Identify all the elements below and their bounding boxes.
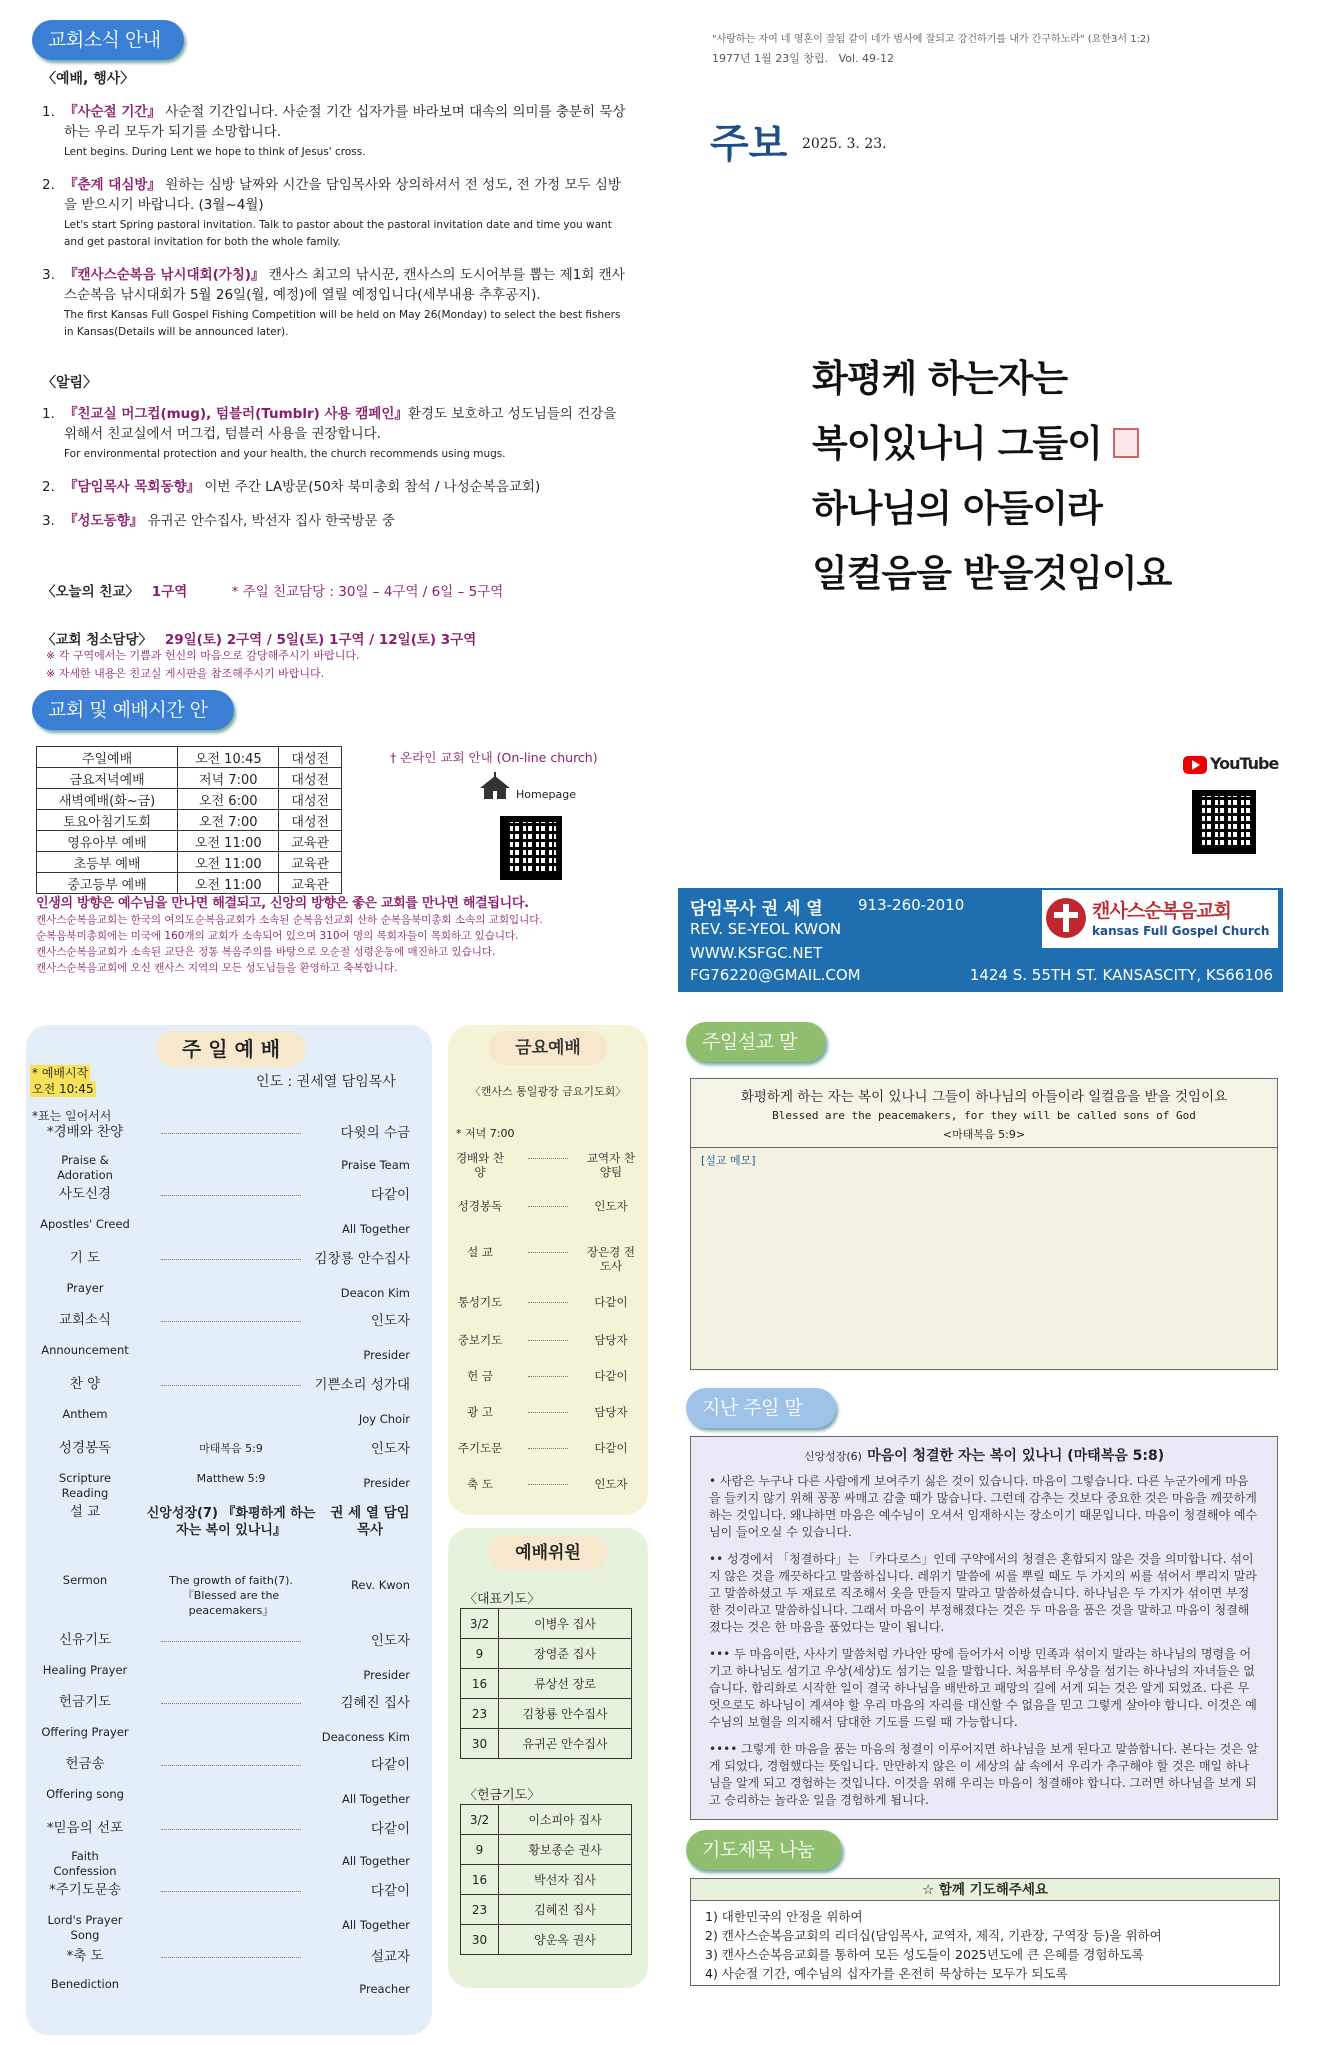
order-person: 기쁜소리 성가대 [314,1377,410,1393]
duty-row [461,1925,632,1955]
church-website[interactable]: WWW.KSFGC.NET [690,944,823,962]
order-person: 인도자 [370,1441,410,1457]
fellowship-value: 1구역 [151,584,188,600]
church-logo [1042,890,1278,948]
order-item: Offering Prayer [41,1725,129,1739]
cleaning-line [42,628,476,648]
dot-leader [528,1376,568,1377]
last-week-box [690,1436,1278,1820]
fellowship-line [42,580,503,600]
calligraphy-verse [812,346,1172,606]
duty-date: 3/2 [461,1609,499,1639]
service-name: 토요아침기도회 [37,810,178,831]
homepage-qr-code[interactable] [500,816,562,880]
friday-item: 경배와 찬양 [455,1151,505,1179]
friday-item: 헌 금 [467,1369,493,1383]
friday-person: 인도자 [594,1477,628,1491]
item-text: 환경도 보호하고 성도님들의 건강을 위해서 친교실에서 머그컵, 텀블러 사용을 권장합니다. [64,406,617,442]
friday-worship-panel [448,1025,648,1515]
order-person: Deacon Kim [340,1286,410,1300]
item-english: Let's start Spring pastoral invitation. Talk to pastor about the pastoral invitation date and time you want and get pastoral invitation for both the whole family. [64,219,612,248]
friday-item: 주기도문 [457,1441,503,1455]
order-person: All Together [342,1918,410,1932]
order-item: *경배와 찬양 [46,1124,124,1140]
order-person: All Together [342,1792,410,1806]
duty-row [461,1865,632,1895]
summary-paragraph: •• 성경에서 「청결하다」는 「카다로스」인데 구약에서의 청결은 혼합되지 않은 것을 의미합니다. 섞이지 않은 것을 깨끗하다고 말씀하십니다. 레위기 말씀에 씨를 뿌릴 때도 두 가지의 씨를 섞어서 뿌리지 말라고 말씀하셨고 두 재료로 직조해서 옷을 만들지 말라고 말씀하셨습니다. 하나님은 두 가지가 섞이면 부정한 것이라고 말씀하십니다. 그래서 마음이 부정해졌다는 것은 두 마음을 품은 것을 말하고 마음이 청결해졌다는 것은 한 마음을 품었다는 말이 됩니다. [709,1552,1257,1634]
dot-leader [528,1484,568,1485]
order-person: Presider [363,1476,410,1490]
cleaning-note-1: ※ 각 구역에서는 기쁨과 헌신의 마음으로 감당해주시기 바랍니다. [46,649,360,662]
sunday-worship-panel [26,1025,432,2035]
item-text: 이번 주간 LA방문(50차 북미총회 참석 / 나성순복음교회) [200,479,541,495]
church-address: 1424 S. 55TH ST. KANSASCITY, KS66106 [969,966,1273,984]
rep-prayer-table [460,1608,632,1759]
notice-item [42,511,632,531]
bulletin-date: 2025. 3. 23. [802,136,887,152]
youtube-label: YouTube [1210,754,1279,773]
dot-leader [161,1765,301,1766]
duty-date: 9 [461,1639,499,1669]
order-item: Anthem [62,1407,108,1421]
duty-title: 예배위원 [488,1536,608,1570]
item-text: 캔사스 최고의 낚시꾼, 캔사스의 도시어부를 뽑는 제1회 캔사스순복음 낚시대회가 5월 26일(월, 예정)에 열릴 예정입니다(세부내용 추후공지). [64,267,625,303]
news-item [42,265,632,341]
service-times-table [36,746,342,894]
last-week-title: 마음이 청결한 자는 복이 있나니 (마태복음 5:8) [867,1448,1165,1464]
worship-heading: 〈예배, 행사〉 [42,71,135,87]
item-english: Lent begins. During Lent we hope to think of Jesus' cross. [64,146,366,158]
item-text: 원하는 심방 날짜와 시간을 담임목사와 상의하셔서 전 성도, 전 가정 모두 심방을 받으시기 바랍니다. (3월~4월) [64,177,621,213]
fellowship-extra: * 주일 친교담당 : 30일 – 4구역 / 6일 – 5구역 [231,584,504,600]
church-intro [36,912,666,976]
calligraphy-line: 화평케 하는자는 [812,356,1068,400]
duty-person: 양운옥 권사 [499,1925,632,1955]
dot-leader [161,1641,301,1642]
service-place: 대성전 [279,747,342,768]
intro-line: 캔사스순복음교회에 오신 캔사스 지역의 모든 성도님들을 환영하고 축복합니다. [36,962,398,974]
calligraphy-line: 하나님의 아들이라 [812,486,1102,530]
offering-prayer-heading: 〈헌금기도〉 [464,1788,541,1803]
dot-leader [161,1133,301,1134]
order-detail: Matthew 5:9 [196,1472,266,1485]
order-person: Joy Choir [358,1412,410,1426]
friday-order-list [448,1151,648,1501]
order-person: 다같이 [370,1883,410,1899]
friday-item: 설 교 [467,1245,493,1259]
friday-item: 광 고 [467,1405,493,1419]
service-row [37,873,342,894]
order-person: 김혜진 집사 [340,1695,410,1711]
duty-date: 23 [461,1895,499,1925]
church-email[interactable]: FG76220@GMAIL.COM [690,966,861,984]
prayer-item: 1) 대한민국의 안정을 위하여 [705,1909,863,1924]
duty-row [461,1669,632,1699]
dot-leader [528,1252,568,1253]
notice-item [42,404,632,463]
service-row [37,768,342,789]
order-item: Apostles' Creed [40,1217,130,1231]
prayer-pill: 기도제목 나눔 [686,1830,842,1870]
order-person: 인도자 [370,1313,410,1329]
sermon-pill: 주일설교 말 [686,1022,826,1062]
duty-date: 16 [461,1865,499,1895]
dot-leader [528,1302,568,1303]
news-list [42,102,632,355]
intro-line: 순복음북미총회에는 미국에 160개의 교회가 소속되어 있으며 310여 명의 목회자들이 목회하고 있습니다. [36,930,519,942]
duty-person: 박선자 집사 [499,1865,632,1895]
item-title: 『성도동향』 [64,513,144,529]
order-person: 다같이 [370,1757,410,1773]
pastor-info-bar [678,888,1283,992]
cleaning-label: 〈교회 청소담당〉 [42,632,152,648]
item-number: 2. [42,479,55,495]
summary-paragraph: ••• 두 마음이란, 사사기 말씀처럼 가나안 땅에 들어가서 이방 민족과 섞이지 말라는 하나님의 명령을 어기고 하나님도 섬기고 우상(세상)도 섬기는 일을 말합니다. 처음부터 우상을 섬기는 하나님의 자녀들은 없습니다. 합리화로 시작한 일이 결국 하나님을 배반하고 패망의 길에 서게 되는 것은 알게 되었죠. 다른 무엇으로도 하나님이 계셔야 할 우리 마음의 자리를 대신할 수 없음을 믿고 그렇게 살아야 합니다. 이것은 예수님의 보혈을 의지해서 담대한 기도를 드릴 때 가능합니다. [709,1647,1257,1729]
service-row [37,810,342,831]
service-row [37,852,342,873]
seal-stamp [1113,428,1139,458]
item-number: 1. [42,406,55,422]
header-founded: 1977년 1월 23일 창립. Vol. 49-12 [712,52,895,65]
friday-person: 교역자 찬양팀 [586,1151,636,1179]
order-person: 다같이 [370,1187,410,1203]
duty-person: 장영준 집사 [499,1639,632,1669]
youtube-qr-code[interactable] [1192,790,1256,854]
worship-start-label: * 예배시작 [32,1066,89,1080]
worship-leader: 인도 : 권세열 담임목사 [256,1074,396,1090]
order-item: Scripture Reading [58,1471,112,1500]
notice-heading: 〈알림〉 [42,375,98,391]
sunday-order-list [26,1125,432,2025]
order-item: Praise & Adoration [57,1153,113,1182]
friday-person: 다같이 [594,1441,628,1455]
friday-item: 축 도 [467,1477,493,1491]
service-name: 영유아부 예배 [37,831,178,852]
service-time: 저녁 7:00 [178,768,279,789]
duty-date: 9 [461,1835,499,1865]
pastor-phone: 913-260-2010 [858,896,965,914]
fellowship-label: 〈오늘의 친교〉 [42,584,139,600]
order-item: Sermon [62,1573,108,1587]
order-item: 찬 양 [69,1376,101,1392]
intro-line: 캔사스순복음교회는 한국의 여의도순복음교회가 소속된 순복음선교회 산하 순복음북미총회 소속의 교회입니다. [36,914,543,926]
duty-row [461,1805,632,1835]
order-person: 다같이 [370,1821,410,1837]
item-title: 『캔사스순복음 낚시대회(가칭)』 [64,267,265,283]
duty-row [461,1895,632,1925]
sermon-memo-area[interactable] [691,1147,1277,1369]
friday-person: 담당자 [594,1333,628,1347]
sunday-worship-title: 주 일 예 배 [156,1031,306,1067]
item-number: 3. [42,267,55,283]
news-pill: 교회소식 안내 [32,20,184,60]
logo-korean: 캔사스순복음교회 [1092,900,1231,922]
duty-person: 이소피아 집사 [499,1805,632,1835]
calligraphy-line: 복이있나니 그들이 [812,421,1102,465]
service-name: 주일예배 [37,747,178,768]
duty-row [461,1699,632,1729]
slogan: 인생의 방향은 예수님을 만나면 해결되고, 신앙의 방향은 좋은 교회를 만나면 해결됩니다. [36,896,529,911]
order-person: Preacher [359,1982,410,1996]
duty-person: 유귀곤 안수집사 [499,1729,632,1759]
item-english: The first Kansas Full Gospel Fishing Competition will be held on May 26(Monday) to select the best fishers in Kansas(Details will be announced later). [64,309,621,338]
order-person: All Together [342,1222,410,1236]
header-quote: "사랑하는 자여 네 영혼이 잘됨 같이 네가 범사에 잘되고 강건하기를 내가 간구하노라" (요한3서 1:2) [712,34,1151,45]
order-item: 설 교 [69,1504,101,1520]
duty-row [461,1639,632,1669]
order-item: 헌금송 [65,1756,105,1772]
order-item: Announcement [41,1343,129,1357]
service-time: 오전 11:00 [178,831,279,852]
sermon-reference: <마태복음 5:9> [942,1128,1026,1141]
notice-item [42,477,632,497]
item-title: 『춘계 대심방』 [64,177,161,193]
order-item: Offering song [46,1787,124,1801]
order-item: 성경봉독 [58,1440,112,1456]
order-detail: 마태복음 5:9 [199,1442,263,1455]
summary-paragraph: •••• 그렇게 한 마음을 품는 마음의 청결이 이루어지면 하나님을 보게 된다고 말씀합니다. 본다는 것은 알게 되었다, 경험했다는 뜻입니다. 만만하지 않은 이 세상의 삶 속에서 우리가 추구해야 할 것은 매일 하나님을 알게 되고 경험하는 것입니다. 이것을 위해 우리는 마음이 청결해야 합니다. 그러면 하나님을 보게 되고 승리하는 놀라운 일을 경험하게 됩니다. [709,1742,1259,1807]
duty-panel [448,1528,648,1988]
order-person: 다윗의 수금 [340,1125,410,1141]
order-item: Healing Prayer [42,1663,128,1677]
duty-person: 황보종순 권사 [499,1835,632,1865]
service-name: 중고등부 예배 [37,873,178,894]
sermon-title: 화평하게 하는 자는 복이 있나니 그들이 하나님의 아들이라 일컬음을 받을 것임이요 [740,1089,1228,1105]
pastor-name: 담임목사 권 세 열 [690,899,823,919]
friday-time: * 저녁 7:00 [456,1127,515,1140]
online-church-label: † 온라인 교회 안내 (On-line church) [390,750,598,765]
item-text: 유귀곤 안수집사, 박선자 집사 한국방문 중 [143,513,395,529]
duty-person: 이병우 집사 [499,1609,632,1639]
duty-row [461,1609,632,1639]
homepage-label: Homepage [516,788,576,801]
item-english: For environmental protection and your health, the church recommends using mugs. [64,448,506,460]
friday-item: 성경봉독 [457,1199,503,1213]
item-title: 『친교실 머그컵(mug), 텀블러(Tumblr) 사용 캠페인』 [64,406,408,422]
prayer-list [691,1901,1279,1989]
church-icon [478,772,512,800]
worship-start-time: 오전 10:45 [32,1082,94,1096]
order-item: Benediction [50,1977,120,1991]
service-place: 대성전 [279,789,342,810]
item-title: 『담임목사 목회동향』 [64,479,201,495]
prayer-item: 4) 사순절 기간, 예수님의 십자가를 온전히 묵상하는 모두가 되도록 [705,1966,1068,1981]
order-person: Presider [363,1668,410,1682]
prayer-box [690,1878,1280,1986]
order-item: *주기도문송 [49,1882,121,1898]
order-item: *믿음의 선포 [46,1820,124,1836]
last-week-summary [709,1473,1259,1809]
times-pill: 교회 및 예배시간 안내 [32,690,234,730]
service-row [37,789,342,810]
item-text: 사순절 기간입니다. 사순절 기간 십자가를 바라보며 대속의 의미를 충분히 묵상하는 우리 모두가 되기를 소망합니다. [64,104,626,140]
dot-leader [161,1385,301,1386]
news-item [42,102,632,161]
cross-logo-icon [1046,898,1086,938]
order-item: 신유기도 [58,1632,112,1648]
order-person: 인도자 [370,1633,410,1649]
last-week-series: 신앙성장(6) [803,1450,862,1463]
duty-date: 3/2 [461,1805,499,1835]
dot-leader [161,1321,301,1322]
order-item: 사도신경 [58,1186,112,1202]
prayer-item: 3) 캔사스순복음교회를 통하여 모든 성도들이 2025년도에 큰 은혜를 경험하도록 [705,1947,1144,1962]
order-person: Presider [363,1348,410,1362]
duty-person: 김창룡 안수집사 [499,1699,632,1729]
dot-leader [161,1829,301,1830]
friday-person: 다같이 [594,1295,628,1309]
stand-note: *표는 일어서서 [32,1109,112,1123]
prayer-item: 2) 캔사스순복음교회의 리더십(담임목사, 교역자, 제직, 기관장, 구역장 등)을 위하여 [705,1928,1162,1943]
dot-leader [528,1158,568,1159]
friday-person: 인도자 [594,1199,628,1213]
sermon-box [690,1078,1278,1370]
offering-prayer-table [460,1804,632,1955]
summary-paragraph: • 사람은 누구나 다른 사람에게 보여주기 싫은 것이 있습니다. 마음이 그렇습니다. 다른 누군가에게 마음을 들키지 않기 위해 꽁꽁 싸매고 감출 때가 많습니다. 그런데 감추는 것보다 중요한 것은 마음을 깨끗하게 하는 것입니다. 왜냐하면 마음은 예수님이 오셔서 임재하시는 장소이기 때문입니다. 마음이 청결해야 예수님이 들어오실 수 있습니다. [709,1474,1258,1539]
friday-worship-title: 금요예배 [488,1031,608,1065]
sermon-english: Blessed are the peacemakers, for they will be called sons of God [772,1109,1196,1122]
duty-date: 16 [461,1669,499,1699]
friday-person: 다같이 [594,1369,628,1383]
order-item: 기 도 [69,1250,101,1266]
order-item: Faith Confession [53,1849,117,1878]
item-number: 3. [42,513,55,529]
dot-leader [528,1206,568,1207]
logo-english: kansas Full Gospel Church [1092,924,1270,938]
order-person: All Together [342,1854,410,1868]
order-item: 헌금기도 [58,1694,112,1710]
last-week-pill: 지난 주일 말 [686,1388,836,1428]
service-place: 대성전 [279,768,342,789]
dot-leader [528,1340,568,1341]
service-place: 교육관 [279,831,342,852]
service-place: 교육관 [279,852,342,873]
dot-leader [161,1195,301,1196]
service-place: 대성전 [279,810,342,831]
friday-item: 중보기도 [457,1333,503,1347]
service-name: 초등부 예배 [37,852,178,873]
duty-date: 30 [461,1925,499,1955]
prayer-title: ☆ 함께 기도해주세요 [691,1879,1279,1901]
order-person: 김창룡 안수집사 [314,1251,410,1267]
sermon-memo-label: [설교 메모] [701,1154,756,1167]
intro-line: 캔사스순복음교회가 소속된 교단은 정통 복음주의를 바탕으로 오순절 성령운동에 매진하고 있습니다. [36,946,496,958]
dot-leader [161,1957,301,1958]
duty-row [461,1729,632,1759]
service-row [37,747,342,768]
order-item: 교회소식 [58,1312,112,1328]
duty-person: 류상선 장로 [499,1669,632,1699]
item-number: 1. [42,104,55,120]
duty-date: 23 [461,1699,499,1729]
order-detail: 신앙성장(7) 『화평하게 하는 자는 복이 있나니』 [146,1506,316,1538]
service-place: 교육관 [279,873,342,894]
duty-person: 김혜진 집사 [499,1895,632,1925]
order-person: Rev. Kwon [350,1578,410,1592]
order-person: 권 세 열 담임목사 [330,1505,410,1538]
service-time: 오전 6:00 [178,789,279,810]
order-person: Praise Team [341,1158,410,1172]
order-detail: The growth of faith(7). 『Blessed are the peacemakers』 [169,1574,293,1617]
friday-item: 통성기도 [457,1295,503,1309]
friday-subtitle: 〈캔사스 통일광장 금요기도회〉 [469,1085,627,1098]
news-item [42,175,632,251]
duty-date: 30 [461,1729,499,1759]
dot-leader [161,1891,301,1892]
friday-person: 장은경 전도사 [586,1245,636,1273]
notice-list [42,404,632,545]
order-person: 설교자 [370,1949,410,1965]
dot-leader [161,1259,301,1260]
rep-prayer-heading: 〈대표기도〉 [464,1592,541,1607]
order-person: Deaconess Kim [321,1730,410,1744]
item-number: 2. [42,177,55,193]
item-title: 『사순절 기간』 [64,104,161,120]
service-name: 새벽예배(화~금) [37,789,178,810]
dot-leader [528,1448,568,1449]
youtube-icon [1183,756,1207,774]
service-row [37,831,342,852]
service-time: 오전 10:45 [178,747,279,768]
order-item: Lord's Prayer Song [47,1913,123,1942]
bulletin-title: 주보 [710,120,788,167]
service-time: 오전 7:00 [178,810,279,831]
order-item: Prayer [66,1281,104,1295]
cleaning-value: 29일(토) 2구역 / 5일(토) 1구역 / 12일(토) 3구역 [164,632,477,648]
dot-leader [528,1412,568,1413]
pastor-english-name: REV. SE-YEOL KWON [690,920,842,938]
friday-person: 담당자 [594,1405,628,1419]
calligraphy-line: 일컬음을 받을것임이요 [812,551,1172,595]
order-item: *축 도 [66,1948,104,1964]
header-vol: Vol. 49-12 [838,52,895,65]
service-time: 오전 11:00 [178,873,279,894]
dot-leader [161,1703,301,1704]
service-name: 금요저녁예배 [37,768,178,789]
duty-row [461,1835,632,1865]
service-time: 오전 11:00 [178,852,279,873]
cleaning-note-2: ※ 자세한 내용은 친교실 게시판을 참조해주시기 바랍니다. [46,667,325,680]
